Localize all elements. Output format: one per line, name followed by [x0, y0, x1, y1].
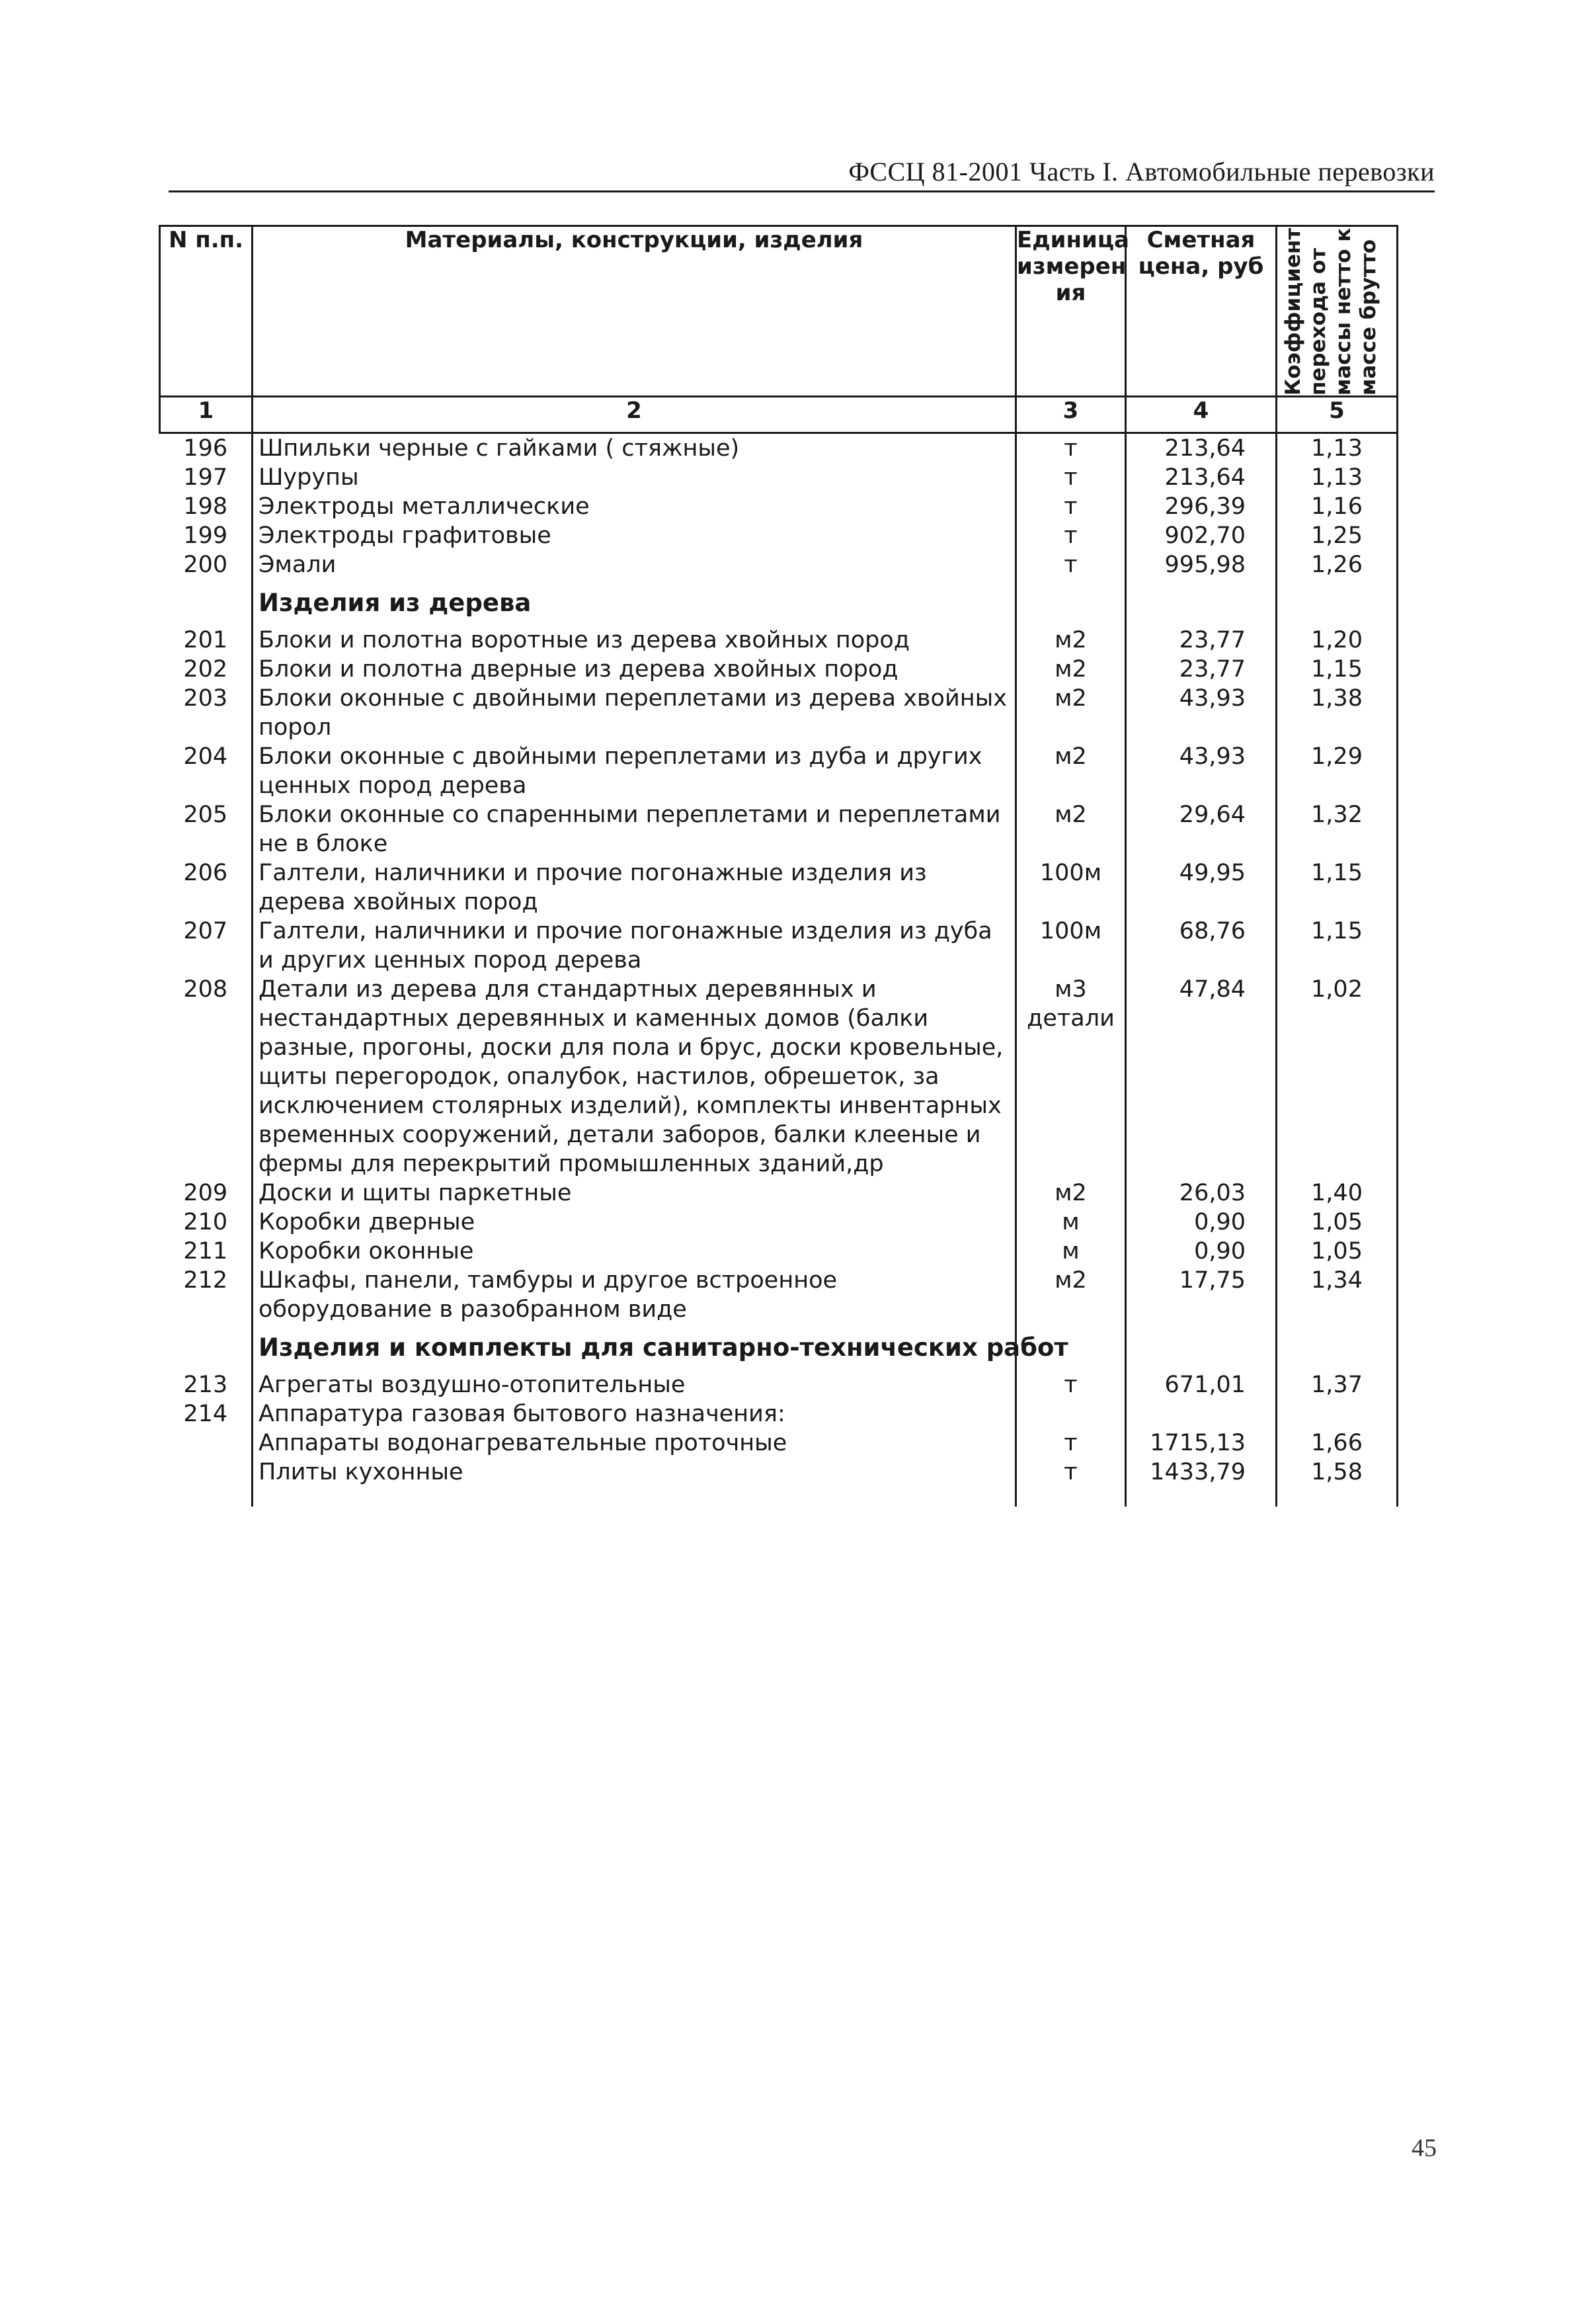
table-row — [160, 1208, 1398, 1237]
estimated-price: 0,90 — [1126, 1237, 1277, 1266]
row-number — [160, 1429, 253, 1458]
unit-of-measure: т — [1016, 433, 1126, 464]
unit-of-measure: м2 — [1016, 655, 1126, 684]
mass-coefficient: 1,16 — [1277, 492, 1398, 521]
mass-coefficient: 1,15 — [1277, 858, 1398, 917]
row-number — [160, 1324, 253, 1370]
row-number — [160, 579, 253, 626]
mass-coefficient: 1,20 — [1277, 626, 1398, 655]
estimated-price: 29,64 — [1126, 800, 1277, 858]
table-row — [160, 1237, 1398, 1266]
page-number: 45 — [1412, 2134, 1437, 2162]
mass-coefficient: 1,02 — [1277, 975, 1398, 1179]
mass-coefficient: 1,25 — [1277, 521, 1398, 550]
section-title — [253, 579, 1016, 626]
unit-of-measure: т — [1016, 521, 1126, 550]
estimated-price: 1715,13 — [1126, 1429, 1277, 1458]
estimated-price: 671,01 — [1126, 1370, 1277, 1399]
material-name: Шурупы — [253, 463, 1016, 492]
estimated-price: 0,90 — [1126, 1208, 1277, 1237]
estimated-price: 68,76 — [1126, 917, 1277, 975]
estimated-price: 1433,79 — [1126, 1458, 1277, 1507]
cell-price — [1126, 1324, 1277, 1370]
table-body — [160, 433, 1398, 1507]
row-number — [160, 1458, 253, 1507]
table-row — [160, 975, 1398, 1179]
row-number: 210 — [183, 1209, 228, 1235]
material-name: Эмали — [253, 550, 1016, 579]
section-title-text: Изделия и комплекты для санитарно-технических работ — [259, 1333, 1068, 1362]
row-number: 203 — [183, 685, 228, 712]
estimated-price: 213,64 — [1126, 433, 1277, 464]
table-row — [160, 800, 1398, 858]
estimated-price: 296,39 — [1126, 492, 1277, 521]
row-number: 209 — [183, 1180, 228, 1206]
column-header-num: N п.п. — [160, 226, 253, 397]
table-row — [160, 550, 1398, 579]
material-name: Блоки оконные с двойными переплетами из дерева хвойных порол — [253, 684, 1016, 742]
column-header-name: Материалы, конструкции, изделия — [253, 226, 1016, 397]
material-name: Плиты кухонные — [253, 1458, 1016, 1507]
material-name: Доски и щиты паркетные — [253, 1179, 1016, 1208]
material-name: Детали из дерева для стандартных деревянных и нестандартных деревянных и каменных домов (балки разные, прогоны, доски для пола и брус, доски кровельные, щиты перегородок, опалубок, настилов, обрешеток, за исключением столярных изделий), комплекты инвентарных временных сооружений, детали заборов, балки клееные и фермы для перекрытий промышленных зданий,др — [253, 975, 1016, 1179]
section-title — [253, 1324, 1068, 1370]
estimated-price: 49,95 — [1126, 858, 1277, 917]
estimated-price: 23,77 — [1126, 626, 1277, 655]
row-number: 208 — [183, 976, 228, 1003]
mass-coefficient: 1,26 — [1277, 550, 1398, 579]
row-number: 204 — [183, 743, 228, 770]
section-title-text: Изделия из дерева — [259, 589, 532, 617]
row-number: 200 — [183, 552, 228, 578]
material-name: Электроды графитовые — [253, 521, 1016, 550]
estimated-price: 43,93 — [1126, 742, 1277, 800]
row-number: 214 — [183, 1401, 228, 1427]
row-number: 206 — [183, 860, 228, 886]
material-name: Шкафы, панели, тамбуры и другое встроенное оборудование в разобранном виде — [253, 1266, 1016, 1324]
section-heading-row — [160, 1324, 1398, 1370]
mass-coefficient: 1,15 — [1277, 917, 1398, 975]
unit-of-measure: м3 детали — [1016, 975, 1126, 1179]
unit-of-measure: 100м — [1016, 917, 1126, 975]
material-name: Агрегаты воздушно-отопительные — [253, 1370, 1016, 1399]
mass-coefficient: 1,34 — [1277, 1266, 1398, 1324]
cell-unit — [1016, 579, 1126, 626]
column-number: 5 — [1277, 397, 1398, 433]
row-number: 212 — [183, 1267, 228, 1294]
column-number: 1 — [160, 397, 253, 433]
estimated-price: 213,64 — [1126, 463, 1277, 492]
cell-price — [1126, 579, 1277, 626]
table-row — [160, 433, 1398, 464]
table-row — [160, 521, 1398, 550]
unit-of-measure: т — [1016, 1370, 1126, 1399]
row-number: 196 — [183, 435, 228, 462]
material-name: Шпильки черные с гайками ( стяжные) — [253, 433, 1016, 464]
estimated-price: 23,77 — [1126, 655, 1277, 684]
column-number-row — [160, 397, 1398, 433]
row-number: 202 — [183, 656, 228, 683]
cell-coef — [1277, 579, 1398, 626]
row-number: 198 — [183, 493, 228, 520]
unit-of-measure: м — [1016, 1237, 1126, 1266]
estimated-price: 17,75 — [1126, 1266, 1277, 1324]
mass-coefficient: 1,13 — [1277, 433, 1398, 464]
column-header-coef-label: Коэффициент перехода от массы нетто к массе брутто — [1281, 228, 1380, 395]
header-rule — [169, 190, 1435, 192]
unit-of-measure: м2 — [1016, 1179, 1126, 1208]
row-number: 201 — [183, 627, 228, 653]
table-row — [160, 917, 1398, 975]
table-row — [160, 1266, 1398, 1324]
row-number: 211 — [183, 1238, 228, 1265]
unit-of-measure: т — [1016, 463, 1126, 492]
unit-of-measure: м2 — [1016, 684, 1126, 742]
section-heading-row — [160, 579, 1398, 626]
mass-coefficient: 1,40 — [1277, 1179, 1398, 1208]
mass-coefficient: 1,37 — [1277, 1370, 1398, 1399]
table-row — [160, 463, 1398, 492]
mass-coefficient: 1,05 — [1277, 1237, 1398, 1266]
table-row — [160, 1370, 1398, 1399]
mass-coefficient: 1,58 — [1277, 1458, 1398, 1507]
table-row — [160, 1458, 1398, 1507]
materials-table — [159, 225, 1398, 1507]
running-header: ФССЦ 81-2001 Часть I. Автомобильные перевозки — [848, 157, 1435, 187]
row-number: 197 — [183, 464, 228, 491]
table-row — [160, 684, 1398, 742]
material-name: Блоки оконные со спаренными переплетами и переплетами не в блоке — [253, 800, 1016, 858]
unit-of-measure: т — [1016, 1429, 1126, 1458]
mass-coefficient: 1,05 — [1277, 1208, 1398, 1237]
column-number: 3 — [1016, 397, 1126, 433]
column-header-price: Сметная цена, руб — [1126, 226, 1277, 397]
table-row — [160, 1429, 1398, 1458]
mass-coefficient: 1,32 — [1277, 800, 1398, 858]
unit-of-measure — [1016, 1399, 1126, 1429]
cell-coef — [1277, 1324, 1398, 1370]
estimated-price: 26,03 — [1126, 1179, 1277, 1208]
estimated-price: 43,93 — [1126, 684, 1277, 742]
row-number: 213 — [183, 1372, 228, 1398]
unit-of-measure: т — [1016, 550, 1126, 579]
mass-coefficient: 1,13 — [1277, 463, 1398, 492]
material-name: Галтели, наличники и прочие погонажные изделия из дуба и других ценных пород дерева — [253, 917, 1016, 975]
estimated-price: 47,84 — [1126, 975, 1277, 1179]
table-row — [160, 626, 1398, 655]
material-name: Коробки оконные — [253, 1237, 1016, 1266]
mass-coefficient: 1,38 — [1277, 684, 1398, 742]
unit-of-measure: м2 — [1016, 626, 1126, 655]
material-name: Коробки дверные — [253, 1208, 1016, 1237]
estimated-price: 902,70 — [1126, 521, 1277, 550]
row-number: 199 — [183, 522, 228, 549]
unit-of-measure: м2 — [1016, 800, 1126, 858]
table-row — [160, 655, 1398, 684]
table-row — [160, 1399, 1398, 1429]
mass-coefficient: 1,15 — [1277, 655, 1398, 684]
mass-coefficient: 1,29 — [1277, 742, 1398, 800]
table-row — [160, 492, 1398, 521]
table-header-row — [160, 226, 1398, 397]
material-name: Аппараты водонагревательные проточные — [253, 1429, 1016, 1458]
material-name: Галтели, наличники и прочие погонажные изделия из дерева хвойных пород — [253, 858, 1016, 917]
estimated-price: 995,98 — [1126, 550, 1277, 579]
unit-of-measure: м2 — [1016, 1266, 1126, 1324]
table-row — [160, 742, 1398, 800]
material-name: Блоки оконные с двойными переплетами из дуба и других ценных пород дерева — [253, 742, 1016, 800]
material-name: Электроды металлические — [253, 492, 1016, 521]
material-name: Блоки и полотна дверные из дерева хвойных пород — [253, 655, 1016, 684]
material-name: Блоки и полотна воротные из дерева хвойных пород — [253, 626, 1016, 655]
column-header-coef — [1277, 226, 1398, 397]
unit-of-measure: т — [1016, 1458, 1126, 1507]
unit-of-measure: т — [1016, 492, 1126, 521]
mass-coefficient: 1,66 — [1277, 1429, 1398, 1458]
column-header-unit: Единица измерен ия — [1016, 226, 1126, 397]
column-number: 4 — [1126, 397, 1277, 433]
unit-of-measure: 100м — [1016, 858, 1126, 917]
mass-coefficient — [1277, 1399, 1398, 1429]
estimated-price — [1126, 1399, 1277, 1429]
row-number: 207 — [183, 918, 228, 944]
material-name: Аппаратура газовая бытового назначения: — [253, 1399, 1016, 1429]
row-number: 205 — [183, 802, 228, 828]
column-number: 2 — [253, 397, 1016, 433]
table-row — [160, 858, 1398, 917]
table-row — [160, 1179, 1398, 1208]
unit-of-measure: м2 — [1016, 742, 1126, 800]
unit-of-measure: м — [1016, 1208, 1126, 1237]
